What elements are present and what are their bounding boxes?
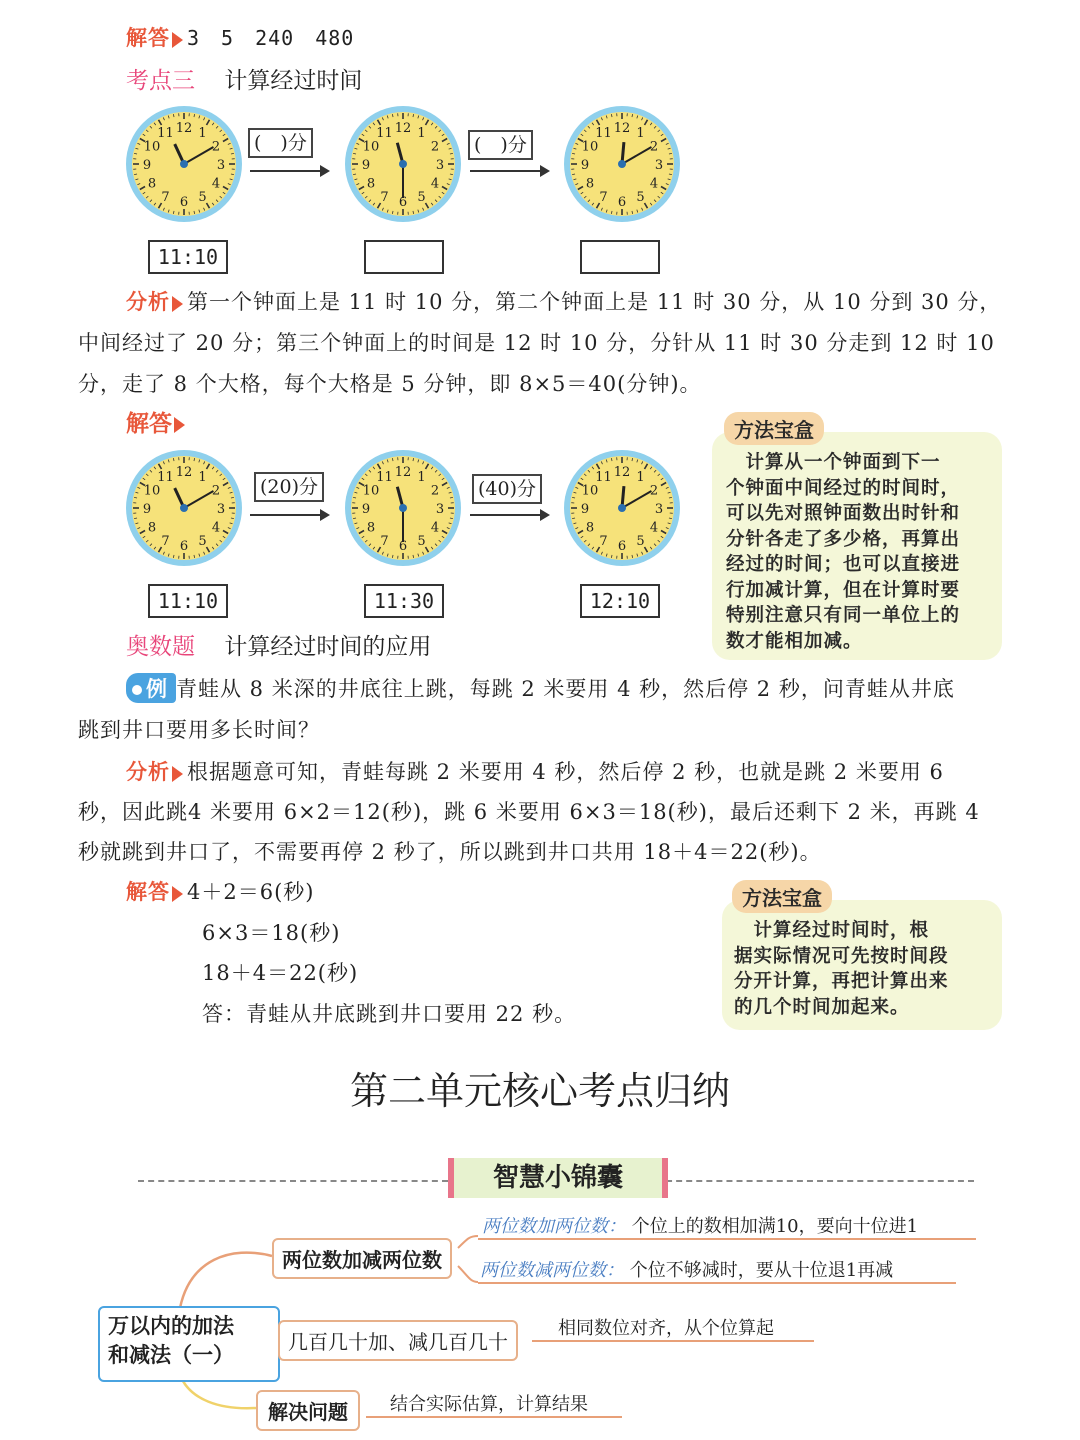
- clock-numeral: 3: [216, 158, 226, 173]
- clock-numeral: 5: [636, 190, 645, 206]
- branch-two-digit: 两位数加减两位数: [272, 1238, 452, 1279]
- triangle-icon: [172, 886, 183, 902]
- clock-numeral: 5: [417, 534, 426, 550]
- minutes-box-20: (20)分: [254, 472, 324, 502]
- method-box-tag: 方法宝盒: [724, 412, 824, 445]
- clock-numeral: 5: [636, 534, 645, 550]
- clock-numeral: 3: [216, 502, 226, 517]
- clock-numeral: 7: [599, 190, 608, 206]
- clock-numeral: 2: [211, 483, 221, 499]
- clock-numeral: 3: [435, 502, 445, 517]
- clock-numeral: 10: [362, 483, 380, 499]
- clock-1210-question: [562, 104, 682, 224]
- arrow-icon: [250, 170, 328, 172]
- analysis1-line3: 分，走了 8 个大格，每个大格是 5 分钟，即 8×5＝40(分钟)。: [78, 372, 702, 396]
- analysis2-line3: 秒就跳到井口了，不需要再停 2 秒了，所以跳到井口共用 18＋4＝22(秒)。: [78, 840, 822, 864]
- example-text1: 青蛙从 8 米深的井底往上跳，每跳 2 米要用 4 秒，然后停 2 秒，问青蛙从井底: [176, 677, 955, 701]
- clock-1110-answer: [124, 448, 244, 568]
- underline: [478, 1282, 956, 1284]
- clock-numeral: 11: [157, 469, 174, 485]
- triangle-icon: [172, 296, 183, 312]
- clock-numeral: 4: [649, 176, 659, 192]
- clock-numeral: 2: [649, 483, 659, 499]
- clock-numeral: 10: [362, 139, 380, 155]
- clock-numeral: 4: [430, 520, 440, 536]
- b3: 结合实际估算，计算结果: [390, 1394, 588, 1415]
- clock-icon: [562, 448, 682, 568]
- clock-numeral: 5: [198, 534, 207, 550]
- clock-numeral: 9: [580, 158, 590, 173]
- clock-numeral: 7: [380, 534, 389, 550]
- clock-numeral: 12: [394, 465, 412, 480]
- unit-title: 第二单元核心考点归纳: [349, 1069, 730, 1113]
- clock-numeral: 4: [211, 520, 221, 536]
- time-box-1110: 11:10: [148, 584, 228, 618]
- answer-heading: [126, 405, 189, 438]
- analysis-label: 分析: [126, 290, 170, 314]
- clock-numeral: 3: [654, 158, 664, 173]
- mindmap-root: 万以内的加法 和减法（一）: [98, 1306, 280, 1382]
- point3-heading: [126, 62, 362, 95]
- minutes-box-2[interactable]: ( )分: [468, 130, 533, 160]
- divider: [138, 1180, 448, 1182]
- clock-numeral: 3: [435, 158, 445, 173]
- clock-numeral: 7: [161, 190, 170, 206]
- method-box-text: 计算从一个钟面到下一 个钟面中间经过的时间时， 可以先对照钟面数出时针和 分针各走了多少格，再算出 经过的时间；也可以直接进 行加减计算，但在计算时要 特别注意只有同一单位上的 数才能相加减。: [726, 452, 961, 652]
- branch-problem-solving: 解决问题: [256, 1390, 360, 1431]
- branch-hundreds: 几百几十加、减几百几十: [278, 1320, 518, 1361]
- clock-numeral: 1: [417, 469, 426, 485]
- clock-numeral: 8: [147, 176, 157, 192]
- arrow-icon: [470, 514, 548, 516]
- clock-numeral: 1: [417, 125, 426, 141]
- olympiad-label: 奥数题: [126, 634, 195, 660]
- minutes-box-40: (40)分: [472, 474, 542, 504]
- clock-numeral: 1: [198, 125, 207, 141]
- clock-1110-question: [124, 104, 244, 224]
- answer-values: 3 5 240 480: [187, 26, 355, 50]
- triangle-icon: [174, 417, 185, 433]
- clock-numeral: 12: [175, 465, 193, 480]
- clock-numeral: 1: [636, 125, 645, 141]
- clock-numeral: 12: [613, 465, 631, 480]
- clock-numeral: 8: [585, 176, 595, 192]
- clock-numeral: 9: [361, 158, 371, 173]
- clock-numeral: 11: [376, 125, 393, 141]
- clock-numeral: 6: [398, 195, 408, 210]
- clock-icon: [343, 104, 463, 224]
- clock-numeral: 11: [376, 469, 393, 485]
- answer2-line2: 6×3＝18(秒): [202, 921, 341, 945]
- clock-numeral: 2: [430, 139, 440, 155]
- clock-numeral: 12: [175, 121, 193, 136]
- clock-numeral: 12: [394, 121, 412, 136]
- b1b: 两位数减两位数： 个位不够减时，要从十位退1再减: [480, 1260, 894, 1281]
- analysis1-line2: 中间经过了 20 分；第三个钟面上的时间是 12 时 10 分，分针从 11 时 30 分走到 12 时 10: [78, 331, 995, 355]
- time-box-2-empty[interactable]: [364, 240, 444, 274]
- clock-numeral: 5: [417, 190, 426, 206]
- clock-numeral: 6: [179, 195, 189, 210]
- answer-label: 解答: [126, 411, 172, 437]
- clock-icon: [124, 448, 244, 568]
- analysis2-line2: 秒，因此跳4 米要用 6×2＝12(秒)，跳 6 米要用 6×3＝18(秒)，最后还剩下 2 米，再跳 4: [78, 800, 980, 824]
- underline: [478, 1238, 976, 1240]
- method-box-text: 计算经过时间时，根 据实际情况可先按时间段 分开计算，再把计算出来 的几个时间加起来。: [734, 920, 949, 1018]
- clock-numeral: 8: [366, 520, 376, 536]
- clock-numeral: 8: [366, 176, 376, 192]
- point3-label: 考点三: [126, 68, 195, 94]
- triangle-icon: [172, 766, 183, 782]
- clock-numeral: 9: [142, 158, 152, 173]
- clock-numeral: 9: [580, 502, 590, 517]
- answer-label: 解答: [126, 880, 170, 904]
- clock-numeral: 2: [649, 139, 659, 155]
- clock-numeral: 9: [361, 502, 371, 517]
- clock-numeral: 11: [595, 469, 612, 485]
- time-box-1: 11:10: [148, 240, 228, 274]
- arrow-icon: [250, 514, 328, 516]
- answer2-line3: 18＋4＝22(秒): [202, 961, 359, 985]
- analysis-label: 分析: [126, 760, 170, 784]
- clock-numeral: 11: [157, 125, 174, 141]
- clock-numeral: 6: [617, 539, 627, 554]
- clock-numeral: 6: [617, 195, 627, 210]
- clock-numeral: 6: [398, 539, 408, 554]
- clock-numeral: 4: [430, 176, 440, 192]
- triangle-icon: [172, 32, 183, 48]
- answer2-text1: 4＋2＝6(秒): [187, 880, 315, 904]
- clock-1130-answer: [343, 448, 463, 568]
- banner: 智慧小锦囊: [448, 1158, 668, 1198]
- clock-1130-question: [343, 104, 463, 224]
- clock-numeral: 5: [198, 190, 207, 206]
- clock-numeral: 10: [581, 483, 599, 499]
- clock-numeral: 7: [599, 534, 608, 550]
- clock-numeral: 1: [198, 469, 207, 485]
- clock-numeral: 10: [581, 139, 599, 155]
- clock-numeral: 7: [380, 190, 389, 206]
- underline: [366, 1416, 622, 1418]
- clock-numeral: 6: [179, 539, 189, 554]
- example-badge: 例: [126, 673, 176, 703]
- time-box-1130: 11:30: [364, 584, 444, 618]
- clock-icon: [124, 104, 244, 224]
- time-box-3-empty[interactable]: [580, 240, 660, 274]
- clock-icon: [562, 104, 682, 224]
- analysis1-text1: 第一个钟面上是 11 时 10 分，第二个钟面上是 11 时 30 分，从 10 分到 30 分，: [187, 290, 1002, 314]
- clock-numeral: 10: [143, 139, 161, 155]
- clock-numeral: 8: [585, 520, 595, 536]
- answer-label: 解答: [126, 26, 170, 50]
- analysis2-text1: 根据题意可知，青蛙每跳 2 米要用 4 秒，然后停 2 秒，也就是跳 2 米要用 6: [187, 760, 944, 784]
- time-box-1210: 12:10: [580, 584, 660, 618]
- clock-numeral: 1: [636, 469, 645, 485]
- minutes-box-1[interactable]: ( )分: [248, 128, 313, 158]
- clock-numeral: 2: [430, 483, 440, 499]
- clock-numeral: 4: [649, 520, 659, 536]
- clock-numeral: 3: [654, 502, 664, 517]
- olympiad-heading: [126, 628, 431, 661]
- b2: 相同数位对齐，从个位算起: [558, 1318, 774, 1339]
- example-line2: 跳到井口要用多长时间？: [78, 718, 320, 742]
- clock-numeral: 12: [613, 121, 631, 136]
- clock-numeral: 4: [211, 176, 221, 192]
- clock-numeral: 7: [161, 534, 170, 550]
- underline: [532, 1340, 814, 1342]
- top-answer: [126, 22, 354, 52]
- clock-numeral: 11: [595, 125, 612, 141]
- clock-numeral: 8: [147, 520, 157, 536]
- arrow-icon: [470, 170, 548, 172]
- divider: [656, 1180, 974, 1182]
- example-line1: [126, 673, 955, 703]
- clock-1210-answer: [562, 448, 682, 568]
- olympiad-title: 计算经过时间的应用: [224, 634, 432, 660]
- answer2-line4: 答：青蛙从井底跳到井口要用 22 秒。: [202, 1002, 577, 1026]
- clock-numeral: 9: [142, 502, 152, 517]
- method-box-tag: 方法宝盒: [732, 880, 832, 913]
- b1a: 两位数加两位数： 个位上的数相加满10，要向十位进1: [482, 1216, 919, 1237]
- analysis1-line1: [126, 286, 1001, 316]
- answer2-line1: [126, 876, 314, 906]
- clock-numeral: 2: [211, 139, 221, 155]
- clock-numeral: 10: [143, 483, 161, 499]
- analysis2-line1: [126, 756, 944, 786]
- point3-title: 计算经过时间: [224, 68, 363, 94]
- clock-icon: [343, 448, 463, 568]
